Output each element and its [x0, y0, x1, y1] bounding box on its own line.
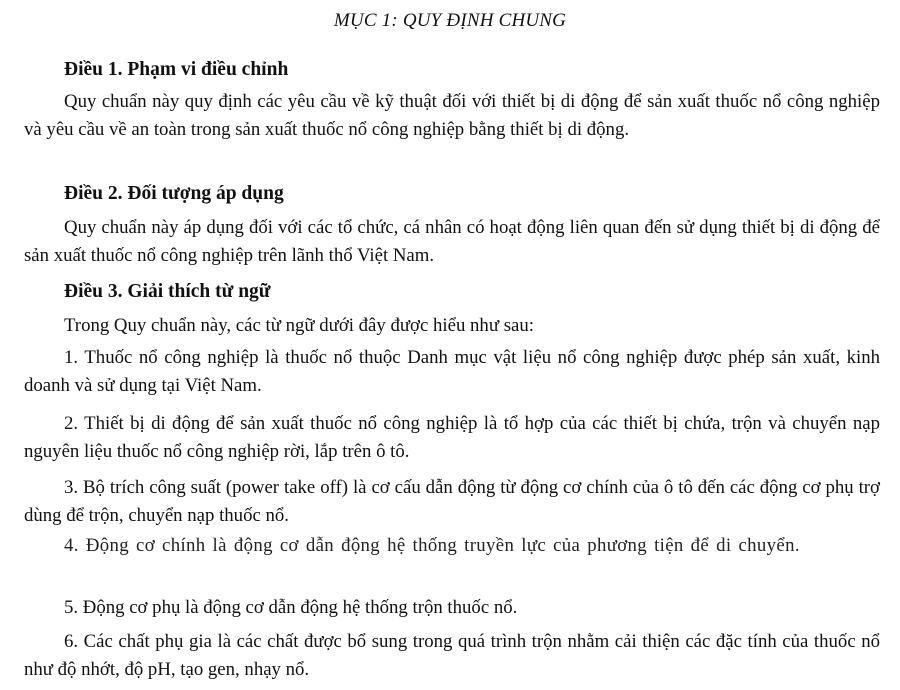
- article-3-definition-1: 1. Thuốc nổ công nghiệp là thuốc nổ thuộc Danh mục vật liệu nổ công nghiệp được phép sản xuất, kinh doanh và sử dụng tại Việt Nam.: [24, 347, 880, 396]
- article-3-definition-6: 6. Các chất phụ gia là các chất được bổ sung trong quá trình trộn nhằm cải thiện các đặc tính của thuốc nổ như độ nhớt, độ pH, tạo gen, nhạy nổ.: [24, 631, 880, 680]
- article-1-paragraph-1: Quy chuẩn này quy định các yêu cầu về kỹ thuật đối với thiết bị di động để sản xuất thuốc nổ công nghiệp và yêu cầu về an toàn trong sản xuất thuốc nổ công nghiệp bằng thiết bị di động.: [24, 91, 880, 140]
- article-3-heading: Điều 3. Giải thích từ ngữ: [64, 281, 271, 302]
- article-3-definition-2: 2. Thiết bị di động để sản xuất thuốc nổ công nghiệp là tổ hợp của các thiết bị chứa, trộn và chuyển nạp nguyên liệu thuốc nổ công nghiệp rời, lắp trên ô tô.: [24, 413, 880, 462]
- article-3-definition-3: 3. Bộ trích công suất (power take off) là cơ cấu dẫn động từ động cơ chính của ô tô đến các động cơ phụ trợ dùng để trộn, chuyển nạp thuốc nổ.: [24, 477, 880, 526]
- article-3-intro: Trong Quy chuẩn này, các từ ngữ dưới đây được hiểu như sau:: [64, 315, 534, 336]
- section-title: MỤC 1: QUY ĐỊNH CHUNG: [333, 10, 567, 31]
- article-3-definition-4: 4. Động cơ chính là động cơ dẫn động hệ thống truyền lực của phương tiện để di chuyển.: [64, 535, 800, 556]
- article-1-heading: Điều 1. Phạm vi điều chỉnh: [64, 59, 289, 80]
- article-2-paragraph-1: Quy chuẩn này áp dụng đối với các tổ chức, cá nhân có hoạt động liên quan đến sử dụng thiết bị di động để sản xuất thuốc nổ công nghiệp trên lãnh thổ Việt Nam.: [24, 217, 880, 266]
- article-3-definition-5: 5. Động cơ phụ là động cơ dẫn động hệ thống trộn thuốc nổ.: [64, 597, 518, 618]
- article-2-heading: Điều 2. Đối tượng áp dụng: [64, 183, 284, 204]
